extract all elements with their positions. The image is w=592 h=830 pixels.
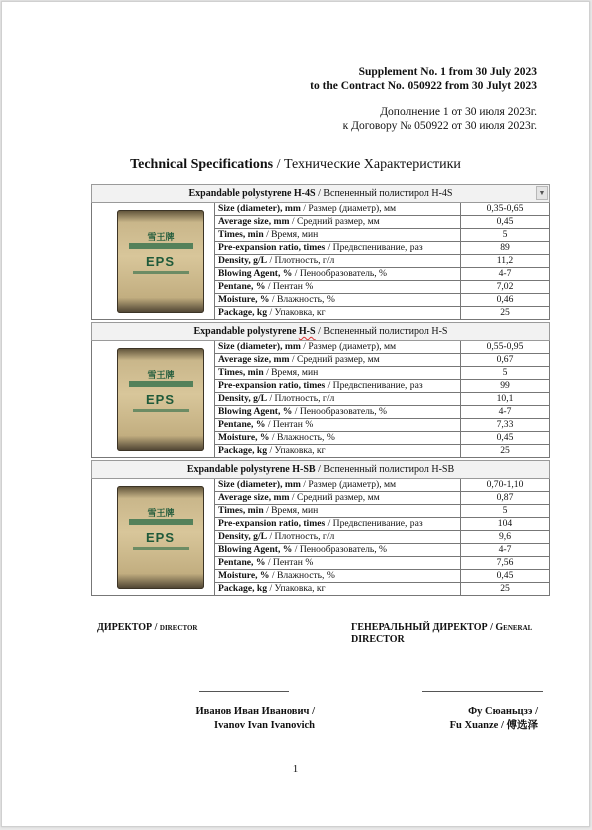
table-row: Density, g/L / Плотность, г/л bbox=[215, 393, 460, 406]
eps-bag-image bbox=[117, 210, 204, 313]
supplement-header-en bbox=[310, 65, 537, 93]
bag-subtitle-band bbox=[129, 243, 193, 249]
signatory-name-left: Иванов Иван Иванович / Ivanov Ivan Ivanovich bbox=[195, 706, 315, 731]
bag-subtitle-band-2 bbox=[133, 547, 189, 550]
product-name-en: Expandable polystyrene H-S bbox=[193, 326, 316, 337]
spellcheck-marked-text: H-S bbox=[298, 326, 316, 337]
table-row: Package, kg / Упаковка, кг bbox=[215, 583, 460, 596]
signatory-title-left: ДИРЕКТОР / director bbox=[97, 622, 198, 633]
table-row: Moisture, % / Влажность, % bbox=[215, 570, 460, 583]
value-column bbox=[460, 479, 550, 596]
supplement-line-1: Supplement No. 1 from 30 July 2023 bbox=[358, 66, 537, 78]
table-row: Blowing Agent, % / Пенообразователь, % bbox=[215, 268, 460, 281]
table-row: Pre-expansion ratio, times / Предвспенивание, раз bbox=[215, 518, 460, 531]
table-row: Pre-expansion ratio, times / Предвспенивание, раз bbox=[215, 380, 460, 393]
supplement-header-ru bbox=[343, 105, 537, 133]
bag-eps-text: EPS bbox=[145, 392, 175, 407]
bag-subtitle-band-2 bbox=[133, 271, 189, 274]
table-row: Blowing Agent, % / Пенообразователь, % bbox=[215, 544, 460, 557]
value-cell: 5 bbox=[461, 367, 549, 380]
property-column bbox=[214, 479, 460, 596]
bag-brand-text: 雪王牌 bbox=[147, 508, 175, 518]
eps-bag-image bbox=[117, 348, 204, 451]
property-column bbox=[214, 203, 460, 320]
value-cell: 0,45 bbox=[461, 570, 549, 583]
value-cell: 7,02 bbox=[461, 281, 549, 294]
spec-table bbox=[91, 203, 550, 320]
value-column bbox=[460, 341, 550, 458]
spec-table bbox=[91, 479, 550, 596]
product-header bbox=[91, 322, 550, 341]
value-cell: 0,45 bbox=[461, 216, 549, 229]
value-cell: 25 bbox=[461, 445, 549, 458]
table-row: Pentane, % / Пентан % bbox=[215, 557, 460, 570]
value-cell: 25 bbox=[461, 583, 549, 596]
value-cell: 0,35-0,65 bbox=[461, 203, 549, 216]
table-row: Size (diameter), mm / Размер (диаметр), мм bbox=[215, 341, 460, 354]
signatory-title-right: ГЕНЕРАЛЬНЫЙ ДИРЕКТОР / General DIRECTOR bbox=[351, 622, 533, 645]
value-cell: 0,87 bbox=[461, 492, 549, 505]
table-row: Size (diameter), mm / Размер (диаметр), мм bbox=[215, 203, 460, 216]
value-cell: 5 bbox=[461, 505, 549, 518]
product-image-cell bbox=[91, 203, 214, 320]
value-cell: 11,2 bbox=[461, 255, 549, 268]
table-row: Times, min / Время, мин bbox=[215, 367, 460, 380]
value-cell: 89 bbox=[461, 242, 549, 255]
document-page bbox=[1, 1, 590, 827]
product-image-cell bbox=[91, 341, 214, 458]
table-row: Moisture, % / Влажность, % bbox=[215, 294, 460, 307]
bag-subtitle-band bbox=[129, 519, 193, 525]
value-cell: 4-7 bbox=[461, 406, 549, 419]
bag-subtitle-band-2 bbox=[133, 409, 189, 412]
table-row: Package, kg / Упаковка, кг bbox=[215, 307, 460, 320]
spec-table bbox=[91, 341, 550, 458]
value-cell: 99 bbox=[461, 380, 549, 393]
page-title bbox=[2, 157, 589, 173]
product-block-h4s bbox=[91, 184, 550, 320]
product-header bbox=[91, 460, 550, 479]
value-cell: 4-7 bbox=[461, 268, 549, 281]
bag-brand-text: 雪王牌 bbox=[147, 370, 175, 380]
value-cell: 25 bbox=[461, 307, 549, 320]
page-number: 1 bbox=[292, 763, 299, 775]
table-row: Average size, mm / Средний размер, мм bbox=[215, 492, 460, 505]
value-cell: 104 bbox=[461, 518, 549, 531]
table-row: Moisture, % / Влажность, % bbox=[215, 432, 460, 445]
table-row: Average size, mm / Средний размер, мм bbox=[215, 354, 460, 367]
product-header bbox=[91, 184, 550, 203]
table-row: Times, min / Время, мин bbox=[215, 505, 460, 518]
signature-line-right bbox=[422, 691, 543, 692]
property-column bbox=[214, 341, 460, 458]
supplement-line-2: to the Contract No. 050922 from 30 Julyt 2023 bbox=[310, 80, 537, 92]
product-name-ru: / Вспененный полистирол H-SB bbox=[315, 464, 455, 475]
bag-subtitle-band bbox=[129, 381, 193, 387]
value-column bbox=[460, 203, 550, 320]
value-cell: 0,46 bbox=[461, 294, 549, 307]
value-cell: 7,33 bbox=[461, 419, 549, 432]
table-row: Average size, mm / Средний размер, мм bbox=[215, 216, 460, 229]
supplement-line-ru-2: к Договору № 050922 от 30 июля 2023г. bbox=[342, 120, 537, 132]
table-row: Pentane, % / Пентан % bbox=[215, 281, 460, 294]
title-ru: Технические Характеристики bbox=[283, 157, 461, 172]
value-cell: 9,6 bbox=[461, 531, 549, 544]
value-cell: 5 bbox=[461, 229, 549, 242]
supplement-line-ru-1: Дополнение 1 от 30 июля 2023г. bbox=[380, 106, 537, 118]
value-cell: 0,67 bbox=[461, 354, 549, 367]
product-name-ru: / Вспененный полистирол H-S bbox=[315, 326, 448, 337]
title-en: Technical Specifications bbox=[130, 157, 274, 172]
value-cell: 0,70-1,10 bbox=[461, 479, 549, 492]
table-row: Times, min / Время, мин bbox=[215, 229, 460, 242]
table-row: Density, g/L / Плотность, г/л bbox=[215, 255, 460, 268]
table-row: Pre-expansion ratio, times / Предвспенивание, раз bbox=[215, 242, 460, 255]
bag-eps-text: EPS bbox=[145, 530, 175, 545]
bag-brand-text: 雪王牌 bbox=[147, 232, 175, 242]
product-name-en: Expandable polystyrene H-SB bbox=[186, 464, 316, 475]
title-separator: / bbox=[273, 157, 284, 172]
table-row: Density, g/L / Плотность, г/л bbox=[215, 531, 460, 544]
value-cell: 0,45 bbox=[461, 432, 549, 445]
value-cell: 7,56 bbox=[461, 557, 549, 570]
dropdown-arrow-icon[interactable]: ▼ bbox=[536, 186, 548, 200]
bag-eps-text: EPS bbox=[145, 254, 175, 269]
value-cell: 10,1 bbox=[461, 393, 549, 406]
table-row: Pentane, % / Пентан % bbox=[215, 419, 460, 432]
table-row: Blowing Agent, % / Пенообразователь, % bbox=[215, 406, 460, 419]
product-name-ru: / Вспененный полистирол H-4S bbox=[315, 188, 453, 199]
product-name-en: Expandable polystyrene H-4S bbox=[188, 188, 316, 199]
table-row: Size (diameter), mm / Размер (диаметр), мм bbox=[215, 479, 460, 492]
signatory-name-right: Фу Сюаньцзэ / Fu Xuanze / 傅选泽 bbox=[449, 706, 538, 731]
table-row: Package, kg / Упаковка, кг bbox=[215, 445, 460, 458]
value-cell: 0,55-0,95 bbox=[461, 341, 549, 354]
product-block-hs bbox=[91, 322, 550, 458]
value-cell: 4-7 bbox=[461, 544, 549, 557]
eps-bag-image bbox=[117, 486, 204, 589]
product-image-cell bbox=[91, 479, 214, 596]
signature-line-left bbox=[199, 691, 289, 692]
product-block-hsb bbox=[91, 460, 550, 596]
